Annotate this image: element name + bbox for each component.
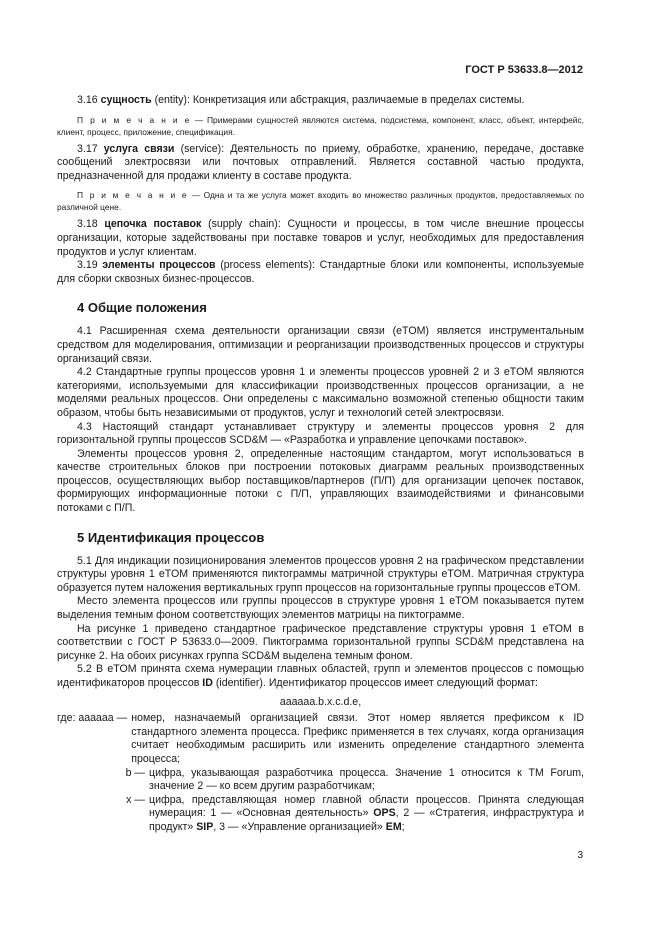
page-content bbox=[57, 94, 584, 835]
page-number: 3 bbox=[577, 850, 583, 861]
paragraph-4-3-cont: Элементы процессов уровня 2, определенные настоящим стандартом, могут использоваться в качестве строительных блоков при построении потоковых диаграмм реальных производственных процессов, осуществляющих выбор поставщиков/партнеров (П/П) для организации цепочек поставок, формирующих информационные потоки с П/П, управляющих взаимодействиями и финансовыми потоками с П/П. bbox=[57, 447, 584, 515]
definition-3-17: 3.17 услуга связи (service): Деятельность по приему, обработке, хранению, передаче, доставке сообщений электросвязи или почтовых отправлений. Является составной частью продукта, предназначенной для продажи клиенту в составе продукта. bbox=[57, 142, 584, 182]
note-3-17: П р и м е ч а н и е — Одна и та же услуга может входить во множество различных продуктов, предоставляемых по различной цене. bbox=[57, 190, 584, 213]
paragraph-4-3: 4.3 Настоящий стандарт устанавливает структуру и элементы процессов уровня 2 для горизонтальной группы процессов SCD&M — «Разработка и управление цепочками поставок». bbox=[57, 420, 584, 447]
paragraph-5-1-figures: На рисунке 1 приведено стандартное графическое представление структуры уровня 1 eTOM в соответствии с ГОСТ Р 53633.0—2009. Пиктограмма горизонтальной группы SCD&M представлена на рисунке 2. На обоих рисунках группа SCD&M выделена темным фоном. bbox=[57, 622, 584, 662]
paragraph-5-1: 5.1 Для индикации позиционирования элементов процессов уровня 2 на графическом представлении структуры уровня 1 eTOM применяются пиктограммы матричной структуры eTOM. Матричная структура образуется путем наложения вертикальных групп процессов на горизонтальные группы процессов eTOM. bbox=[57, 554, 584, 594]
paragraph-4-1: 4.1 Расширенная схема деятельности организации связи (eTOM) является инструментальным средством для моделирования, оптимизации и реорганизации производственных процессов и структуры организаций связи. bbox=[57, 325, 584, 365]
definition-3-18: 3.18 цепочка поставок (supply chain): Сущности и процессы, в том числе внешние процессы организации, которые задействованы при поставке товаров и услуг, необходимых для предоставления продуктов и услуг клиентам. bbox=[57, 218, 585, 258]
paragraph-5-2: 5.2 В eTOM принята схема нумерации главных областей, групп и элементов процессов с помощью идентификаторов процессов ID (identifier). Идентификатор процессов имеет следующий формат: bbox=[57, 663, 584, 689]
term: элементы процессов bbox=[102, 259, 216, 272]
id-format-formula: aaaaaa.b.x.c.d.e, bbox=[279, 695, 362, 708]
term: сущность bbox=[100, 94, 152, 106]
legend-item: где: aaaaaa — номер, назначаемый организацией связи. Этот номер является префиксом к ID стандартного элемента процесса. Префикс применяется в тех случаях, когда организация считает необходимым расширить или изменить определение стандартного элемента процесса; bbox=[57, 712, 584, 765]
legend-item: b — цифра, указывающая разработчика процесса. Значение 1 относится к TM Forum, значение 2 — ко всем другим разработчикам; bbox=[125, 766, 584, 793]
definition-3-19: 3.19 элементы процессов (process elements): Стандартные блоки или компоненты, используемые для сборки сквозных бизнес-процессов. bbox=[57, 259, 584, 285]
document-id-header: ГОСТ Р 53633.8—2012 bbox=[465, 64, 583, 76]
term: услуга связи bbox=[103, 142, 175, 155]
section-5-heading: 5 Идентификация процессов bbox=[77, 529, 265, 545]
paragraph-5-1-cont: Место элемента процессов или группы процессов в структуре уровня 1 eTOM показывается путем выделения темным фоном соответствующих элементов матрицы на пиктограмме. bbox=[57, 595, 584, 622]
definition-3-16: 3.16 сущность (entity): Конкретизация или абстракция, различаемые в пределах системы. bbox=[77, 94, 525, 106]
note-3-16: П р и м е ч а н и е — Примерами сущностей являются система, подсистема, компонент, класс, объект, интерфейс, клиент, процесс, приложение, спецификация. bbox=[57, 114, 584, 137]
term: цепочка поставок bbox=[104, 218, 202, 231]
formula-legend bbox=[57, 712, 584, 834]
paragraph-4-2: 4.2 Стандартные группы процессов уровня 1 и элементы процессов уровней 2 и 3 eTOM являются категориями, используемыми для классификации производственных процессов организации, а не моделями реальных процессов. Они определены с максимально возможной степенью общности таким образом, чтобы быть независимыми от продуктов, услуг и технологий сетей электросвязи. bbox=[57, 366, 584, 419]
legend-item: x — цифра, представляющая номер главной области процессов. Принята следующая нумерация: 1 — «Основная деятельность» OPS, 2 — «Стратегия, инфраструктура и продукт» SIP, 3 — «Управление организацией» EM; bbox=[126, 793, 584, 833]
section-4-heading: 4 Общие положения bbox=[77, 300, 207, 316]
